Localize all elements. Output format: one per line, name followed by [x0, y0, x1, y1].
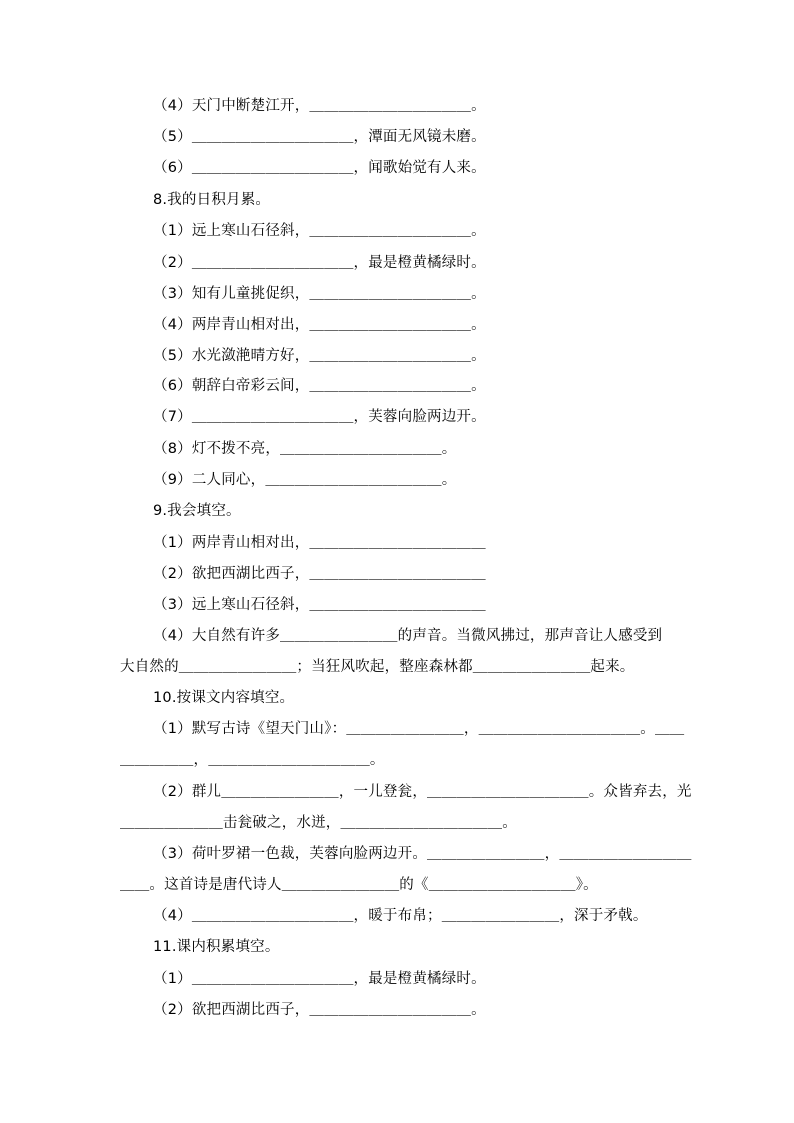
item-11-2: （2）欲把西湖比西子，＿＿＿＿＿＿＿＿＿＿＿。 — [153, 1002, 486, 1018]
item-7-6: （6）＿＿＿＿＿＿＿＿＿＿＿，闻歌始觉有人来。 — [153, 160, 486, 176]
item-10-2: （2）群儿＿＿＿＿＿＿＿＿，一儿登瓮，＿＿＿＿＿＿＿＿＿＿＿。众皆弃去，光 — [153, 784, 692, 800]
item-8-8: （8）灯不拨不亮，＿＿＿＿＿＿＿＿＿＿＿。 — [153, 441, 457, 457]
item-10-2-continued: ＿＿＿＿＿＿＿击瓮破之，水迸，＿＿＿＿＿＿＿＿＿＿＿。 — [120, 815, 517, 831]
item-9-4-continued: 大自然的＿＿＿＿＿＿＿＿；当狂风吹起，整座森林都＿＿＿＿＿＿＿＿起来。 — [120, 659, 635, 675]
item-8-5: （5）水光潋滟晴方好，＿＿＿＿＿＿＿＿＿＿＿。 — [153, 348, 486, 364]
question-8-heading: 8.我的日积月累。 — [153, 192, 271, 208]
item-9-4: （4）大自然有许多＿＿＿＿＿＿＿＿的声音。当微风拂过，那声音让人感受到 — [153, 628, 663, 644]
item-8-7: （7）＿＿＿＿＿＿＿＿＿＿＿，芙蓉向脸两边开。 — [153, 409, 486, 425]
item-7-5: （5）＿＿＿＿＿＿＿＿＿＿＿，潭面无风镜未磨。 — [153, 129, 486, 145]
item-9-3: （3）远上寒山石径斜，＿＿＿＿＿＿＿＿＿＿＿＿ — [153, 597, 486, 613]
item-8-4: （4）两岸青山相对出，＿＿＿＿＿＿＿＿＿＿＿。 — [153, 317, 486, 333]
item-9-1: （1）两岸青山相对出，＿＿＿＿＿＿＿＿＿＿＿＿ — [153, 535, 486, 551]
question-9-heading: 9.我会填空。 — [153, 503, 241, 519]
item-9-2: （2）欲把西湖比西子，＿＿＿＿＿＿＿＿＿＿＿＿ — [153, 566, 486, 582]
item-10-1: （1）默写古诗《望天门山》：＿＿＿＿＿＿＿＿，＿＿＿＿＿＿＿＿＿＿＿。＿＿ — [153, 721, 685, 737]
item-10-1-continued: ＿＿＿＿＿，＿＿＿＿＿＿＿＿＿＿＿。 — [120, 752, 385, 768]
question-10-heading: 10.按课文内容填空。 — [153, 690, 295, 706]
item-8-3: （3）知有儿童挑促织，＿＿＿＿＿＿＿＿＿＿＿。 — [153, 286, 486, 302]
item-8-9: （9）二人同心，＿＿＿＿＿＿＿＿＿＿＿＿。 — [153, 472, 457, 488]
item-8-2: （2）＿＿＿＿＿＿＿＿＿＿＿，最是橙黄橘绿时。 — [153, 255, 486, 271]
question-11-heading: 11.课内积累填空。 — [153, 939, 280, 955]
item-8-6: （6）朝辞白帝彩云间，＿＿＿＿＿＿＿＿＿＿＿。 — [153, 378, 486, 394]
item-11-1: （1）＿＿＿＿＿＿＿＿＿＿＿，最是橙黄橘绿时。 — [153, 971, 486, 987]
item-8-1: （1）远上寒山石径斜，＿＿＿＿＿＿＿＿＿＿＿。 — [153, 223, 486, 239]
item-7-4: （4）天门中断楚江开，＿＿＿＿＿＿＿＿＿＿＿。 — [153, 98, 486, 114]
item-10-3-continued: ＿＿。这首诗是唐代诗人＿＿＿＿＿＿＿＿的《＿＿＿＿＿＿＿＿＿＿》。 — [120, 877, 598, 893]
item-10-3: （3）荷叶罗裙一色裁，芙蓉向脸两边开。＿＿＿＿＿＿＿＿，＿＿＿＿＿＿＿＿＿ — [153, 846, 692, 862]
item-10-4: （4）＿＿＿＿＿＿＿＿＿＿＿，暖于布帛；＿＿＿＿＿＿＿＿，深于矛戟。 — [153, 908, 648, 924]
